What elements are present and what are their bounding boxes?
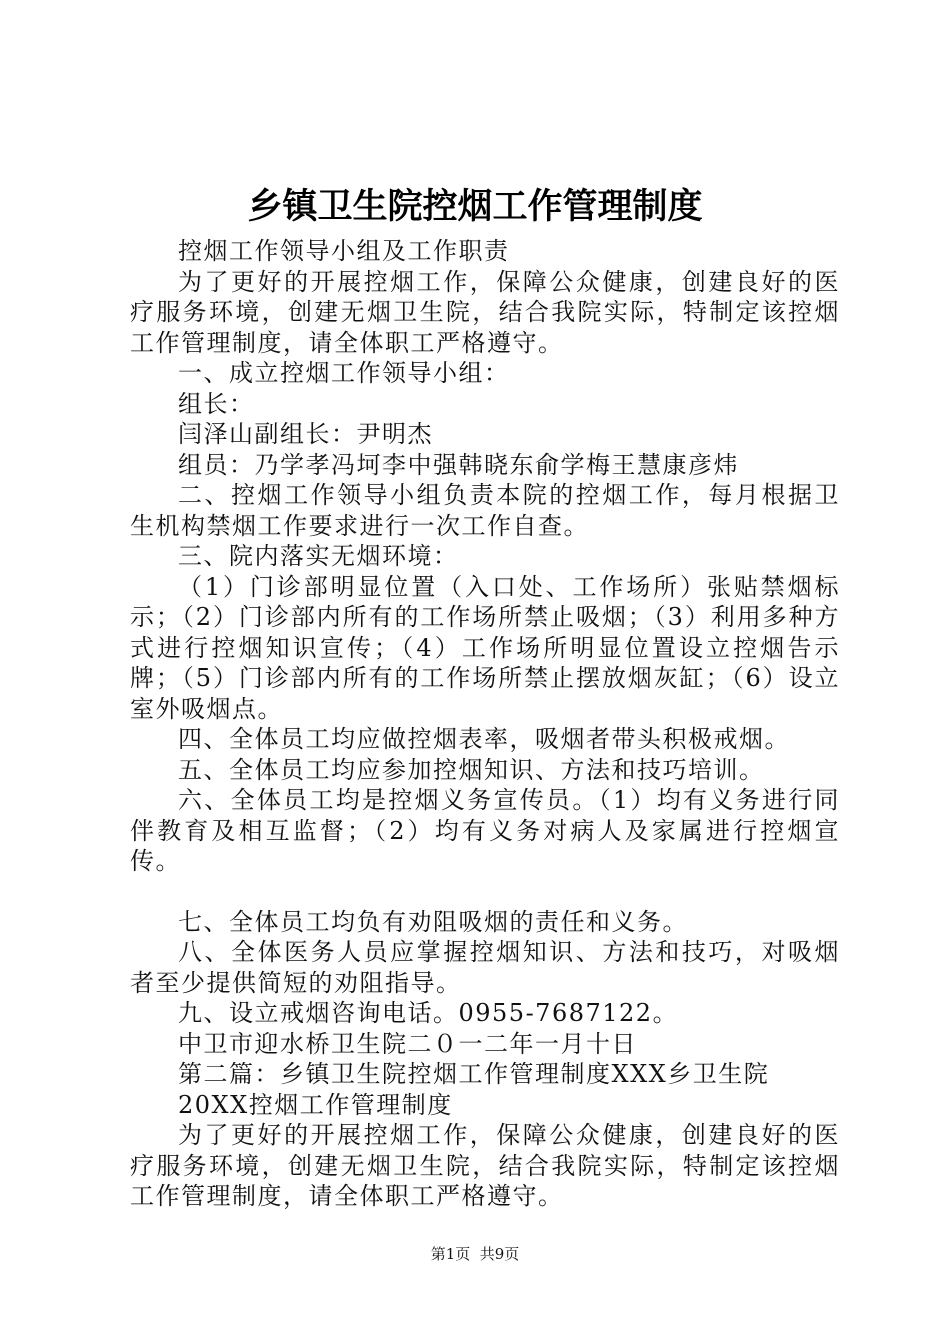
paragraph: 20XX控烟工作管理制度 [178,1090,453,1119]
paragraph: （1）门诊部明显位置（入口处、工作场所）张贴禁烟标示；（2）门诊部内所有的工作场所禁止吸烟；（3）利用多种方式进行控烟知识宣传；（4）工作场所明显位置设立控烟告示牌；（5）门诊部内所有的工作场所禁止摆放烟灰缸；（6）设立室外吸烟点。 [130,572,840,723]
paragraph: 九、设立戒烟咨询电话。0955-7687122。 [178,999,679,1027]
paragraph: 七、全体员工均负有劝阻吸烟的责任和义务。 [178,907,688,936]
paragraph: 三、院内落实无烟环境： [178,542,459,570]
document-title: 乡镇卫生院控烟工作管理制度 [247,187,703,227]
paragraph: 组员：乃学孝冯坷李中强韩晓东俞学梅王慧康彦炜 [178,450,739,479]
paragraph: 四、全体员工均应做控烟表率，吸烟者带头积极戒烟。 [178,725,790,753]
page-number-label: 第1页 共9页 [430,1245,520,1263]
paragraph: 二、控烟工作领导小组负责本院的控烟工作，每月根据卫生机构禁烟工作要求进行一次工作自查。 [130,481,840,540]
paragraph: 为了更好的开展控烟工作，保障公众健康，创建良好的医疗服务环境，创建无烟卫生院，结合我院实际，特制定该控烟工作管理制度，请全体职工严格遵守。 [130,267,840,357]
paragraph: 一、成立控烟工作领导小组： [178,359,510,387]
paragraph: 组长： [178,389,255,418]
document-body [130,236,840,1212]
paragraph: 八、全体医务人员应掌握控烟知识、方法和技巧，对吸烟者至少提供简短的劝阻指导。 [130,938,840,997]
paragraph: 中卫市迎水桥卫生院二０一二年一月十日 [178,1029,637,1058]
paragraph: 控烟工作领导小组及工作职责 [178,237,510,265]
paragraph: 闫泽山副组长：尹明杰 [178,420,433,448]
paragraph: 第二篇：乡镇卫生院控烟工作管理制度XXX乡卫生院 [178,1060,770,1088]
paragraph: 六、全体员工均是控烟义务宣传员。（1）均有义务进行同伴教育及相互监督；（2）均有义务对病人及家属进行控烟宣传。 [130,786,840,875]
paragraph: 为了更好的开展控烟工作，保障公众健康，创建良好的医疗服务环境，创建无烟卫生院，结合我院实际，特制定该控烟工作管理制度，请全体职工严格遵守。 [130,1121,840,1210]
page-footer [0,1244,950,1264]
paragraph: 五、全体员工均应参加控烟知识、方法和技巧培训。 [178,755,765,784]
